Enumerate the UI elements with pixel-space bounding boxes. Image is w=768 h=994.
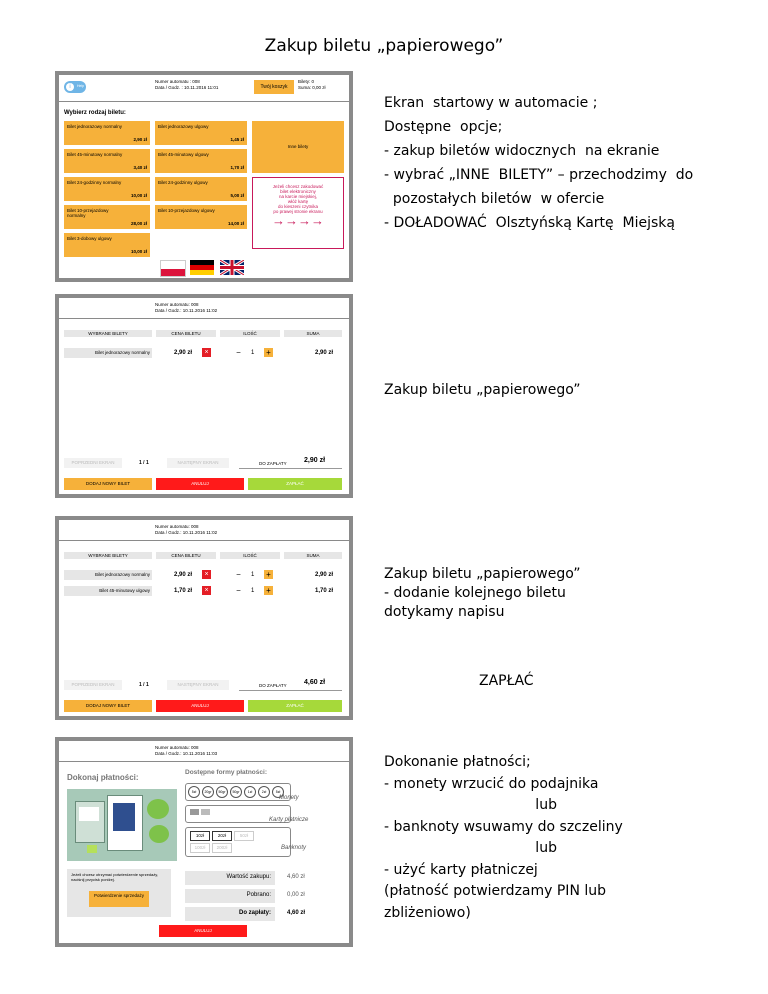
column-header: CENA BILETU	[156, 552, 216, 559]
due-label: DO ZAPŁATY	[259, 683, 287, 688]
next-screen-button[interactable]: NASTĘPNY EKRAN	[167, 680, 229, 690]
card-icon	[201, 809, 210, 815]
decrease-qty-button[interactable]: −	[236, 586, 241, 595]
next-screen-button[interactable]: NASTĘPNY EKRAN	[167, 458, 229, 468]
machine-number: Numer automatu: 008	[155, 302, 199, 307]
summary-row: Do zapłaty:	[185, 907, 275, 921]
ticket-option[interactable]: Bilet 24-godzinny normalny 10,00 zł	[64, 177, 150, 201]
due-amount: 4,60 zł	[304, 679, 326, 686]
cancel-button[interactable]: ANULUJ	[159, 925, 247, 937]
screen-payment	[55, 737, 353, 947]
summary-row: Wartość zakupu:	[185, 871, 275, 885]
page-title: Zakup biletu „papierowego”	[264, 36, 504, 56]
column-header: SUMA	[284, 552, 342, 559]
due-amount: 2,90 zł	[304, 457, 326, 464]
ticket-option[interactable]: Bilet jednorazowy ulgowy 1,45 zł	[155, 121, 247, 145]
cancel-button[interactable]: ANULUJ	[156, 478, 244, 490]
summary-value: 4,60 zł	[287, 910, 306, 916]
info-icon: i	[66, 83, 74, 91]
arrows-icon: →→→→	[272, 213, 324, 228]
remove-ticket-button[interactable]: ×	[202, 348, 211, 357]
flag-pl-icon[interactable]	[160, 260, 186, 277]
city-card-info: Jeżeli chcesz zakodować bilet elektroniczny na karcie miejskiej, włóż kartę do kieszeni czytnika po prawej stronie ekranu →→→→	[252, 177, 344, 249]
screen-cart-one: Numer automatu: 008 Data / Godz.: 10.11.2016 11:02 WYBRANE BILETY CENA BILETU ILOŚĆ SUMA Bilet jednorazowy normalny 2,90 zł × − 1 + 2,90 zł POPRZEDNI EKRAN 1 / 1 NASTĘPNY EKRAN DO ZAPŁATY 2,90 zł DODAJ NOWY BILET ANULUJ ZAPŁAĆ	[55, 294, 353, 498]
cards-label: Karty płatnicze	[269, 817, 309, 823]
help-label: Help	[77, 84, 85, 88]
due-label: DO ZAPŁATY	[259, 461, 287, 466]
ticket-option[interactable]: Bilet 45-minutowy normalny 3,40 zł	[64, 149, 150, 173]
screen-start	[55, 71, 353, 282]
card-icon	[190, 809, 199, 815]
ticket-option[interactable]: Bilet 3-dobowy ulgowy 10,00 zł	[64, 233, 150, 257]
date-time: Data / Godz.: 10.11.2016 11:03	[155, 751, 218, 756]
note-add-ticket: Zakup biletu „papierowego” - dodanie kolejnego biletu dotykamy napisu	[384, 566, 581, 620]
receipt-panel: Jeżeli chcesz otrzymać potwierdzenie sprzedaży, naciśnij przycisk poniżej. Potwierdzenie sprzedaży	[67, 869, 171, 917]
prev-screen-button[interactable]: POPRZEDNI EKRAN	[64, 458, 122, 468]
increase-qty-button[interactable]: +	[264, 570, 273, 579]
divider	[59, 101, 349, 102]
remove-ticket-button[interactable]: ×	[202, 586, 211, 595]
note-start-screen: Ekran startowy w automacie ; Dostępne opcje; - zakup biletów widocznych na ekranie - wybrać „INNE BILETY” – przechodzimy do pozostałych biletów w ofercie - DOŁADOWAĆ Olsztyńską Kartę Miejską	[384, 95, 694, 231]
date-time: Data / Godz. : 10.11.2016 11:01	[155, 85, 219, 90]
date-time: Data / Godz.: 10.11.2016 11:02	[155, 530, 218, 535]
ticket-option[interactable]: Bilet 10-przejazdowy normalny 28,00 zł	[64, 205, 150, 229]
ticket-option[interactable]: Bilet jednorazowy normalny 2,90 zł	[64, 121, 150, 145]
choose-ticket-heading: Wybierz rodzaj biletu:	[64, 110, 126, 116]
increase-qty-button[interactable]: +	[264, 586, 273, 595]
cart-count: Bilety: 0	[298, 79, 315, 84]
add-ticket-button[interactable]: DODAJ NOWY BILET	[64, 478, 152, 490]
page-indicator: 1 / 1	[139, 460, 149, 466]
machine-number: Numer automatu: 008	[155, 524, 199, 529]
column-header: CENA BILETU	[156, 330, 216, 337]
summary-row: Pobrano:	[185, 889, 275, 903]
column-header: WYBRANE BILETY	[64, 330, 152, 337]
date-time: Data / Godz.: 10.11.2016 11:02	[155, 308, 218, 313]
column-header: ILOŚĆ	[220, 330, 280, 337]
note-payment: Dokonanie płatności; - monety wrzucić do podajnika lub - banknoty wsuwamy do szczeliny lub - użyć karty płatniczej (płatność potwierdzamy PIN lub zbliżeniowo)	[384, 754, 623, 921]
add-ticket-button[interactable]: DODAJ NOWY BILET	[64, 700, 152, 712]
summary-value: 4,60 zł	[287, 874, 305, 880]
note-purchase: Zakup biletu „papierowego”	[384, 382, 581, 398]
ticket-option[interactable]: Bilet 24-godzinny ulgowy 5,00 zł	[155, 177, 247, 201]
pay-button[interactable]: ZAPŁAĆ	[248, 478, 342, 490]
flag-uk-icon[interactable]	[220, 260, 244, 275]
page-indicator: 1 / 1	[139, 682, 149, 688]
machine-illustration	[67, 789, 177, 861]
coins-label: Monety	[279, 795, 299, 801]
column-header: SUMA	[284, 330, 342, 337]
help-button[interactable]	[64, 81, 86, 93]
note-pay-label: ZAPŁAĆ	[479, 673, 534, 689]
column-header: ILOŚĆ	[220, 552, 280, 559]
ticket-option[interactable]: Bilet 10-przejazdowy ulgowy 14,00 zł	[155, 205, 247, 229]
banknotes-label: Banknoty	[281, 845, 307, 851]
flag-de-icon[interactable]	[190, 260, 214, 275]
increase-qty-button[interactable]: +	[264, 348, 273, 357]
decrease-qty-button[interactable]: −	[236, 570, 241, 579]
payment-forms-heading: Dostępne formy płatności:	[185, 769, 267, 776]
cart-sum: Suma: 0,00 zł	[298, 85, 326, 90]
pay-button[interactable]: ZAPŁAĆ	[248, 700, 342, 712]
banknotes-panel: 10zł 20zł 50zł 100zł 200zł	[185, 827, 291, 857]
summary-value: 0,00 zł	[287, 892, 305, 898]
receipt-button[interactable]: Potwierdzenie sprzedaży	[89, 891, 149, 907]
cart-button[interactable]: Twój koszyk	[254, 80, 294, 94]
cancel-button[interactable]: ANULUJ	[156, 700, 244, 712]
other-tickets-button[interactable]: Inne bilety	[252, 121, 344, 173]
prev-screen-button[interactable]: POPRZEDNI EKRAN	[64, 680, 122, 690]
machine-number: Numer automatu : 008	[155, 79, 200, 84]
remove-ticket-button[interactable]: ×	[202, 570, 211, 579]
ticket-option[interactable]: Bilet 45-minutowy ulgowy 1,70 zł	[155, 149, 247, 173]
column-header: WYBRANE BILETY	[64, 552, 152, 559]
screen-cart-two: Numer automatu: 008 Data / Godz.: 10.11.2016 11:02 WYBRANE BILETY CENA BILETU ILOŚĆ SUMA Bilet jednorazowy normalny 2,90 zł × − 1 + 2,90 zł Bilet 45-minutowy ulgowy 1,70 zł × − 1 + 1,70 zł POPRZEDNI EKRAN 1 / 1 NASTĘPNY EKRAN DO ZAPŁATY 4,60 zł DODAJ NOWY BILET ANULUJ ZAPŁAĆ	[55, 516, 353, 720]
coins-panel: 5zł 20gr 50gr 50gr 1zł 2zł 5zł	[185, 783, 291, 801]
machine-number: Numer automatu: 008	[155, 745, 199, 750]
decrease-qty-button[interactable]: −	[236, 348, 241, 357]
payment-heading: Dokonaj płatności:	[67, 773, 139, 782]
